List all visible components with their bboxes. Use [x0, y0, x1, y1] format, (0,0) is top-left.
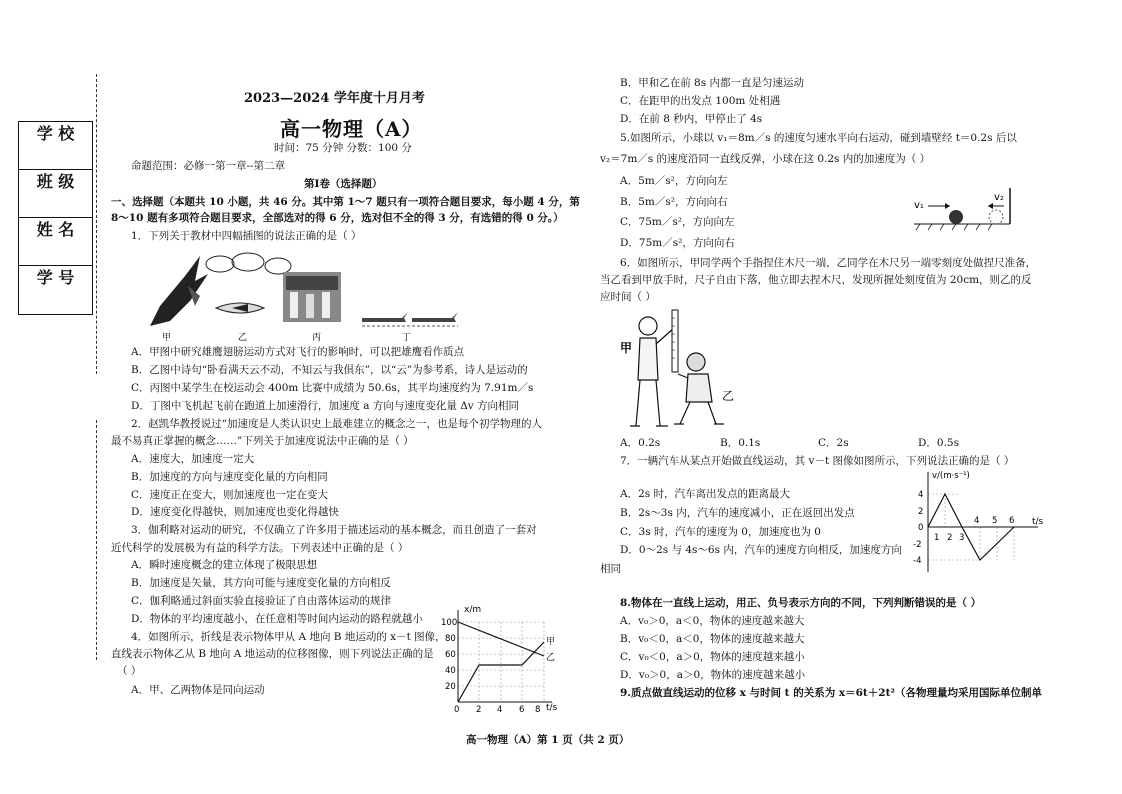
q7-xtick-3: 3: [959, 533, 965, 543]
fig-label-yi: 乙: [238, 333, 248, 343]
q8-option-d: D．v₀＞0，a＞0，物体的速度越来越小: [620, 669, 806, 681]
binding-line: [96, 74, 97, 374]
q7-vt-graph: [908, 468, 1048, 578]
q3-stem: 3．伽利略对运动的研究，不仅确立了许多用于描述运动的基本概念，而且创造了一套对: [131, 524, 537, 536]
section1-heading: 一、选择题（本题共 10 小题，共 46 分。其中第 1～7 题只有一项符合题目要求，每小题 4 分，第: [111, 196, 580, 208]
exam-scope: 命题范围：必修一第一章--第二章: [131, 160, 286, 172]
person-yi-icon: [674, 353, 724, 424]
name-field[interactable]: [19, 218, 92, 266]
q7-ytick-4: 4: [918, 490, 924, 500]
q1-option-d: D．丁图中飞机起飞前在跑道上加速滑行，加速度 a 方向与速度变化量 Δv 方向相同: [131, 400, 520, 412]
time-score: 时间：75 分钟 分数：100 分: [274, 142, 412, 154]
q6-stem: 6．如图所示，甲同学两个手指捏住木尺一端，乙同学在木尺另一端零刻度处做捏尺准备，: [620, 257, 1037, 269]
q1-stem: 1．下列关于教材中四幅插图的说法正确的是（ ）: [131, 230, 362, 242]
q7-ytick-0: 0: [918, 523, 924, 533]
q3-stem-cont: 近代科学的发展极为有益的科学方法。下列表述中正确的是（ ）: [111, 542, 409, 554]
q3-option-c: C．伽利略通过斜面实验直接验证了自由落体运动的规律: [131, 595, 392, 607]
q2-stem-cont: 最不易真正掌握的概念……”下列关于加速度说法中正确的是（ ）: [111, 435, 414, 447]
q6-stem-cont: 当乙看到甲放手时，尺子自由下落，他立即去捏木尺，发现所握处刻度值为 20cm，则乙的反: [600, 274, 1032, 286]
q4-stem-cont: 直线表示物体乙从 B 地向 A 地运动的位移图像，则下列说法正确的是: [111, 648, 434, 660]
q7-ytick-2: 2: [918, 507, 924, 517]
q7-xtick-2: 2: [947, 533, 953, 543]
ruler-icon: [672, 310, 678, 372]
q5-option-d: D．75m／s²，方向向右: [620, 237, 735, 249]
q2-option-a: A．速度大，加速度一定大: [131, 453, 255, 465]
q4-ylabel: x/m: [464, 605, 482, 615]
cloud-boat-icon: [206, 253, 291, 313]
q2-option-b: B．加速度的方向与速度变化量的方向相同: [131, 471, 328, 483]
q8-stem: 8.物体在一直线上运动，用正、负号表示方向的不同，下列判断错误的是（ ）: [620, 597, 982, 609]
arrow-right-icon: [945, 203, 950, 209]
volume-title: 第Ⅰ卷（选择题）: [304, 178, 383, 190]
q1-figures: [140, 246, 470, 344]
q4-xtick-6: 6: [519, 705, 525, 712]
q4-ytick-80: 80: [445, 634, 456, 644]
arrow-left-icon: [988, 203, 993, 209]
q4-xt-graph: [440, 604, 560, 712]
school-label: 学 校: [36, 124, 75, 143]
q5-option-b: B．5m／s²，方向向右: [620, 196, 728, 208]
q4-ytick-60: 60: [445, 650, 456, 660]
q5-stem: 5.如图所示，小球以 v₁＝8m／s 的速度匀速水平向右运动，碰到墙壁经 t＝0.2s 后以: [620, 132, 1017, 144]
class-label: 班 级: [36, 172, 75, 191]
q1-option-a: A．甲图中研究雄鹰翅膀运动方式对飞行的影响时，可以把雄鹰看作质点: [131, 346, 465, 358]
subject-title: 高一物理（A）: [280, 117, 423, 141]
q5-option-c: C．75m／s²，方向向左: [620, 216, 735, 228]
q4-ytick-100: 100: [441, 618, 458, 628]
q4-ytick-20: 20: [445, 682, 456, 692]
q4-label-jia: 甲: [546, 637, 556, 647]
fig-label-ding: 丁: [402, 333, 412, 343]
q5-option-a: A．5m／s²，方向向左: [620, 175, 728, 187]
q7-xtick-1: 1: [934, 533, 940, 543]
student-info-box: [18, 121, 93, 315]
v1-label: v₁: [914, 200, 924, 211]
q4-xtick-0: 0: [454, 705, 460, 712]
student-id-field[interactable]: [19, 266, 92, 314]
q4-xtick-8: 8: [535, 705, 541, 712]
q7-xtick-6: 6: [1009, 516, 1015, 526]
q8-option-c: C．v₀＜0，a＞0，物体的速度越来越小: [620, 651, 805, 663]
q2-stem: 2．赵凯华教授说过“加速度是人类认识史上最难建立的概念之一，也是每个初学物理的人: [131, 418, 543, 430]
q6-option-d: D．0.5s: [918, 437, 960, 449]
section1-heading-cont: 8～10 题有多项符合题目要求，全部选对的得 6 分，选对但不全的得 3 分，有选错的得 0 分。）: [111, 212, 564, 224]
name-label: 姓 名: [36, 220, 75, 239]
q8-option-a: A．v₀＞0，a＜0，物体的速度越来越大: [620, 615, 805, 627]
q2-option-d: D．速度变化得越快，则加速度也变化得越快: [131, 506, 339, 518]
q6-label-jia: 甲: [620, 341, 633, 355]
q6-option-a: A．0.2s: [620, 437, 661, 449]
school-field[interactable]: [19, 122, 92, 170]
q4-stem: 4．如图所示，折线是表示物体甲从 A 地向 B 地运动的 x－t 图像，: [131, 631, 446, 643]
q8-option-b: B．v₀＜0，a＜0，物体的速度越来越大: [620, 633, 805, 645]
student-id-label: 学 号: [36, 268, 75, 287]
q7-option-c: C．3s 时，汽车的速度为 0，加速度也为 0: [620, 526, 821, 538]
q9-stem: 9.质点做直线运动的位移 x 与时间 t 的关系为 x＝6t＋2t²（各物理量均采用国际单位制单: [620, 687, 1043, 699]
q6-label-yi: 乙: [722, 389, 735, 403]
ball-rebound-icon: [989, 210, 1003, 224]
q1-option-b: B．乙图中诗句“卧看满天云不动，不知云与我俱东”，以“云”为参考系，诗人是运动的: [131, 364, 528, 376]
q3-option-b: B．加速度是矢量，其方向可能与速度变化量的方向相反: [131, 577, 391, 589]
q4-option-c: C．在距甲的出发点 100m 处相遇: [620, 95, 781, 107]
class-field[interactable]: [19, 170, 92, 218]
eagle-icon: [150, 256, 208, 326]
q4-option-d: D．在前 8 秒内，甲停止了 4s: [620, 113, 763, 125]
q7-option-b: B．2s～3s 内，汽车的速度减小，正在返回出发点: [620, 507, 855, 519]
q6-option-b: B．0.1s: [720, 437, 761, 449]
q5-ball-wall-figure: [910, 186, 1020, 232]
q3-option-a: A．瞬时速度概念的建立体现了极限思想: [131, 559, 318, 571]
q2-option-c: C．速度正在变大，则加速度也一定在变大: [131, 489, 329, 501]
q4-ytick-40: 40: [445, 666, 456, 676]
q6-stem-cont2: 应时间（ ）: [600, 291, 656, 303]
q7-xtick-4: 4: [974, 516, 980, 526]
page-footer: 高一物理（A）第 1 页（共 2 页）: [466, 734, 630, 746]
q7-option-a: A．2s 时，汽车离出发点的距离最大: [620, 488, 790, 500]
q1-option-c: C．丙图中某学生在校运动会 400m 比赛中成绩为 50.6s，其平均速度约为 7.91m／s: [131, 382, 534, 394]
q5-stem-cont: v₂＝7m／s 的速度沿同一直线反弹，小球在这 0.2s 内的加速度为（ ）: [600, 153, 931, 165]
q4-stem-paren: （ ）: [117, 665, 142, 677]
person-jia-icon: [630, 317, 674, 426]
binding-line-lower: [96, 420, 97, 660]
q4-xlabel: t/s: [546, 703, 558, 712]
q7-xtick-5: 5: [992, 516, 998, 526]
v2-label: v₂: [994, 192, 1004, 203]
q3-option-d: D．物体的平均速度越小，在任意相等时间内运动的路程就越小: [131, 613, 423, 625]
exam-title: 2023—2024 学年度十月月考: [244, 91, 425, 106]
q4-xtick-2: 2: [476, 705, 482, 712]
q4-label-yi: 乙: [546, 653, 556, 663]
q7-ylabel: v/(m·s⁻¹): [932, 471, 970, 481]
q7-ytick-neg4: -4: [913, 556, 922, 566]
q7-ytick-neg2: -2: [913, 540, 922, 550]
q7-option-d-cont: 相同: [600, 563, 621, 575]
track-race-photo: [283, 272, 341, 322]
fig-label-bing: 丙: [312, 333, 322, 343]
q7-xlabel: t/s: [1032, 517, 1044, 527]
q7-stem: 7．一辆汽车从某点开始做直线运动，其 v－t 图像如图所示，下列说法正确的是（ ）: [620, 455, 1015, 467]
airplane-icon: [362, 312, 458, 326]
q7-option-d: D．0～2s 与 4s～6s 内，汽车的速度方向相反，加速度方向: [620, 544, 902, 556]
ball-icon: [949, 210, 963, 224]
q6-ruler-figure: [616, 308, 766, 434]
fig-label-jia: 甲: [162, 333, 172, 343]
q4-xtick-4: 4: [497, 705, 503, 712]
q6-option-c: C．2s: [818, 437, 849, 449]
q4-option-b: B．甲和乙在前 8s 内都一直是匀速运动: [620, 77, 804, 89]
q4-option-a: A．甲、乙两物体是同向运动: [131, 684, 265, 696]
